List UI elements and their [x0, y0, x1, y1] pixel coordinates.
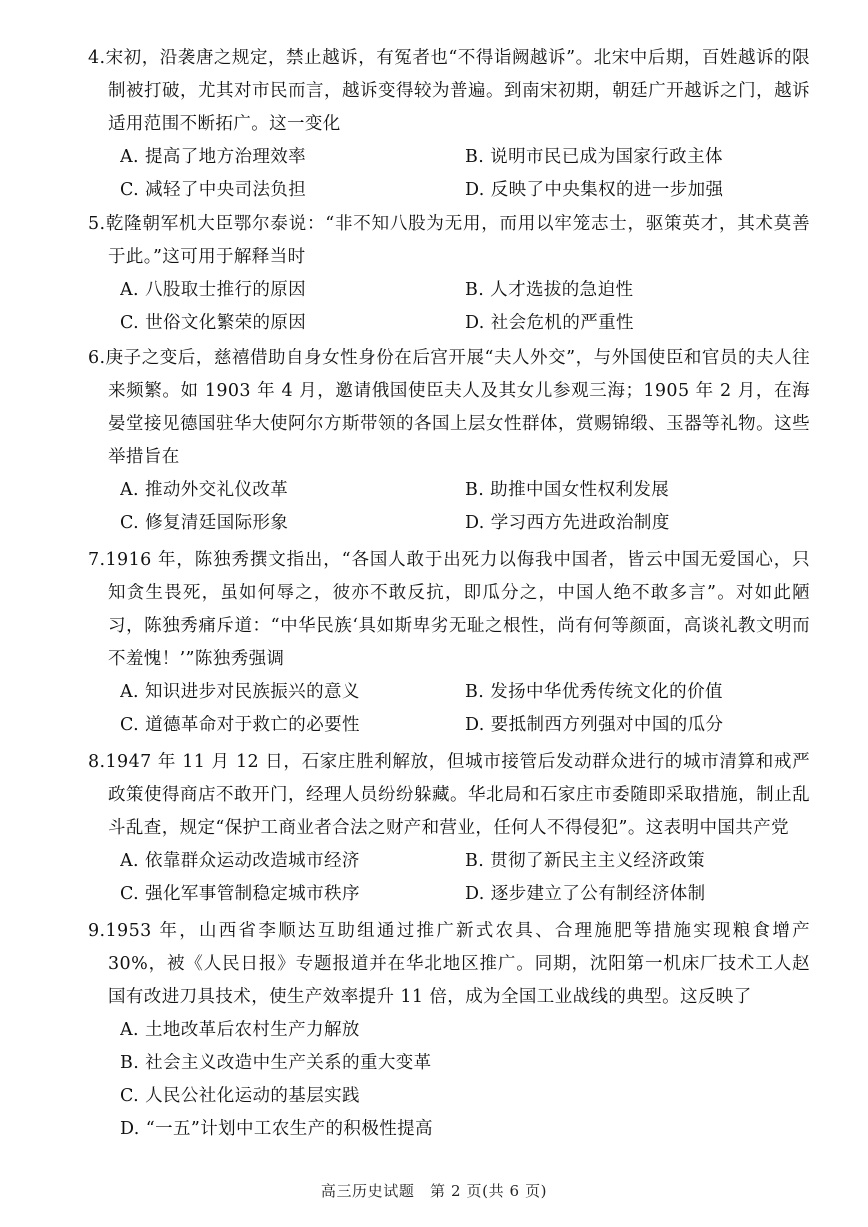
option-b: B. 发扬中华优秀传统文化的价值 [465, 682, 723, 702]
question-stem: 6.庚子之变后，慈禧借助自身女性身份在后宫开展“夫人外交”，与外国使臣和官员的夫人往来频繁。如 1903 年 4 月，邀请俄国使臣夫人及其女儿参观三海；1905 年 2 月，在海晏堂接见德国驻华大使阿尔方斯带领的各国上层女性群体，赏赐锦缎、玉器等礼物。这些举措旨在 [88, 348, 810, 467]
question-stem: 5.乾隆朝军机大臣鄂尔泰说：“非不知八股为无用，而用以牢笼志士，驱策英才，其术莫善于此。”这可用于解释当时 [88, 214, 810, 267]
option-a: A. 八股取士推行的原因 [120, 280, 307, 300]
option-a: A. 知识进步对民族振兴的意义 [120, 682, 360, 702]
option-group [120, 474, 810, 540]
option-a: A. 推动外交礼仪改革 [120, 480, 289, 500]
question-stem: 8.1947 年 11 月 12 日，石家庄胜利解放，但城市接管后发动群众进行的城市清算和戒严政策使得商店不敢开门，经理人员纷纷躲藏。华北局和石家庄市委随即采取措施，制止乱斗乱查，规定“保护工商业者合法之财产和营业，任何人不得侵犯”。这表明中国共产党 [88, 752, 810, 838]
option-b: B. 助推中国女性权利发展 [465, 480, 670, 500]
option-c: C. 道德革命对于救亡的必要性 [120, 715, 360, 735]
question-9 [88, 915, 810, 1146]
option-b: B. 贯彻了新民主主义经济政策 [465, 851, 705, 871]
option-d: D. 反映了中央集权的进一步加强 [465, 180, 724, 200]
option-a: A. 土地改革后农村生产力解放 [120, 1020, 360, 1040]
option-c: C. 强化军事管制稳定城市秩序 [120, 884, 360, 904]
option-d: D. 逐步建立了公有制经济体制 [465, 884, 706, 904]
option-d: D. “一五”计划中工农生产的积极性提高 [120, 1119, 433, 1139]
option-d: D. 学习西方先进政治制度 [465, 513, 670, 533]
question-7 [88, 544, 810, 742]
option-c: C. 减轻了中央司法负担 [120, 180, 307, 200]
option-group [120, 676, 810, 742]
option-group [120, 845, 810, 911]
page-footer: 高三历史试题 第 2 页(共 6 页) [320, 1182, 548, 1200]
option-group [120, 1014, 810, 1146]
option-c: C. 人民公社化运动的基层实践 [120, 1086, 360, 1106]
question-5 [88, 208, 810, 340]
option-b: B. 社会主义改造中生产关系的重大变革 [120, 1053, 432, 1073]
question-stem: 9.1953 年，山西省李顺达互助组通过推广新式农具、合理施肥等措施实现粮食增产 30%，被《人民日报》专题报道并在华北地区推广。同期，沈阳第一机床厂技术工人赵国有改进刀具技术，使生产效率提升 11 倍，成为全国工业战线的典型。这反映了 [88, 921, 810, 1007]
option-c: C. 世俗文化繁荣的原因 [120, 313, 307, 333]
option-d: D. 社会危机的严重性 [465, 313, 634, 333]
question-stem: 4.宋初，沿袭唐之规定，禁止越诉，有冤者也“不得诣阙越诉”。北宋中后期，百姓越诉的限制被打破，尤其对市民而言，越诉变得较为普遍。到南宋初期，朝廷广开越诉之门，越诉适用范围不断拓广。这一变化 [88, 48, 810, 134]
option-a: A. 依靠群众运动改造城市经济 [120, 851, 360, 871]
option-b: B. 说明市民已成为国家行政主体 [465, 147, 723, 167]
question-6 [88, 342, 810, 540]
option-b: B. 人才选拔的急迫性 [465, 280, 634, 300]
option-group [120, 274, 810, 340]
option-c: C. 修复清廷国际形象 [120, 513, 289, 533]
question-8 [88, 746, 810, 911]
question-4 [88, 42, 810, 207]
option-a: A. 提高了地方治理效率 [120, 147, 307, 167]
question-stem: 7.1916 年，陈独秀撰文指出，“各国人敢于出死力以侮我中国者，皆云中国无爱国心，只知贪生畏死，虽如何辱之，彼亦不敢反抗，即瓜分之，中国人绝不敢多言”。对如此陋习，陈独秀痛斥道：“中华民族‘具如斯卑劣无耻之根性，尚有何等颜面，高谈礼教文明而不羞愧！’”陈独秀强调 [88, 550, 810, 669]
option-d: D. 要抵制西方列强对中国的瓜分 [465, 715, 724, 735]
option-group [120, 141, 810, 207]
